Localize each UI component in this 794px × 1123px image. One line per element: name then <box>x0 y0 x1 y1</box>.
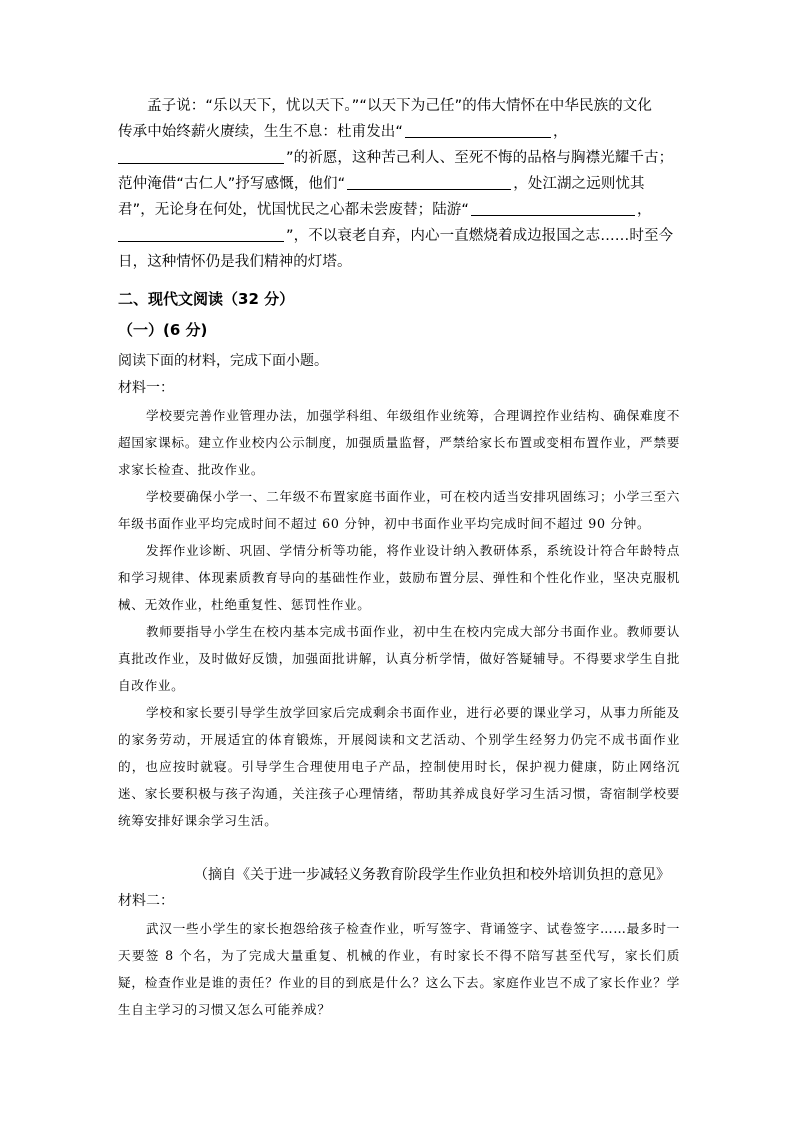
answer-blank-2[interactable] <box>118 148 284 164</box>
source-citation: （摘自《关于进一步减轻义务教育阶段学生作业负担和校外培训负担的意见》 <box>194 867 670 883</box>
fill-in-passage <box>118 93 678 275</box>
passage-line <box>118 119 678 145</box>
section-heading: 二、现代文阅读（32 分） <box>118 290 295 308</box>
material-1-label: 材料一： <box>118 380 174 396</box>
paragraph: 学校要完善作业管理办法，加强学科组、年级组作业统筹，合理调控作业结构、确保难度不超国家课标。建立作业校内公示制度，加强质量监督，严禁给家长布置或变相布置作业，严禁要求家长检查、批改作业。 <box>118 408 680 477</box>
paragraph: 学校和家长要引导学生放学回家后完成剩余书面作业，进行必要的课业学习，从事力所能及的家务劳动，开展适宜的体育锻炼，开展阅读和文艺活动、个别学生经努力仍完不成书面作业的，也应按时就寝。引导学生合理使用电子产品，控制使用时长，保护视力健康，防止网络沉迷、家长要积极与孩子沟通，关注孩子心理情绪，帮助其养成良好学习生活习惯，寄宿制学校要统筹安排好课余学习生活。 <box>118 705 680 828</box>
passage-line <box>118 197 678 223</box>
passage-line <box>118 93 678 119</box>
material-1-body <box>118 402 680 834</box>
passage-text: ， <box>637 202 652 218</box>
subsection-heading: （一）(6 分) <box>118 321 208 339</box>
answer-blank-5[interactable] <box>118 226 284 242</box>
answer-blank-4[interactable] <box>471 200 635 216</box>
paragraph: 发挥作业诊断、巩固、学情分析等功能，将作业设计纳入教研体系，系统设计符合年龄特点和学习规律、体现素质教育导向的基础性作业，鼓励布置分层、弹性和个性化作业，坚决克服机械、无效作业，杜绝重复性、惩罚性作业。 <box>118 543 680 612</box>
material-2-body <box>118 915 680 1023</box>
passage-line <box>118 223 678 249</box>
passage-text: 孟子说：“乐以天下，忧以天下。”“以天下为己任”的伟大情怀在中华民族的文化 <box>147 98 652 114</box>
passage-line <box>118 249 678 275</box>
instruction-text: 阅读下面的材料，完成下面小题。 <box>118 353 328 369</box>
passage-text: 日，这种情怀仍是我们精神的灯塔。 <box>118 254 352 270</box>
passage-text: ”，不以衰老自弃，内心一直燃烧着成边报国之志……时至今 <box>286 228 674 244</box>
passage-text: 传承中始终薪火赓续，生生不息：杜甫发出“ <box>118 124 404 140</box>
passage-line <box>118 171 678 197</box>
passage-text: 范仲淹借“古仁人”抒写感慨，他们“ <box>118 176 346 192</box>
paragraph: 学校要确保小学一、二年级不布置家庭书面作业，可在校内适当安排巩固练习；小学三至六年级书面作业平均完成时间不超过 60 分钟，初中书面作业平均完成时间不超过 90 分钟。 <box>118 489 680 531</box>
paragraph: 武汉一些小学生的家长抱怨给孩子检查作业，听写签字、背诵签字、试卷签字……最多时一天要签 8 个名，为了完成大量重复、机械的作业，有时家长不得不陪写甚至代写，家长们质疑，检查作业是谁的责任？作业的目的到底是什么？这么下去。家庭作业岂不成了家长作业？学生自主学习的习惯又怎么可能养成？ <box>118 921 680 1017</box>
answer-blank-1[interactable] <box>405 122 551 138</box>
paragraph: 教师要指导小学生在校内基本完成书面作业，初中生在校内完成大部分书面作业。教师要认真批改作业，及时做好反馈，加强面批讲解，认真分析学情，做好答疑辅导。不得要求学生自批自改作业。 <box>118 624 680 693</box>
passage-text: ，处江湖之远则忧其 <box>513 176 645 192</box>
material-2-label: 材料二： <box>118 893 174 909</box>
passage-text: 君”，无论身在何处，忧国忧民之心都未尝废替；陆游“ <box>118 202 470 218</box>
passage-text: ”的祈愿，这种苦己利人、至死不悔的品格与胸襟光耀千古； <box>286 150 674 166</box>
passage-text: ， <box>553 124 568 140</box>
answer-blank-3[interactable] <box>347 174 511 190</box>
passage-line <box>118 145 678 171</box>
